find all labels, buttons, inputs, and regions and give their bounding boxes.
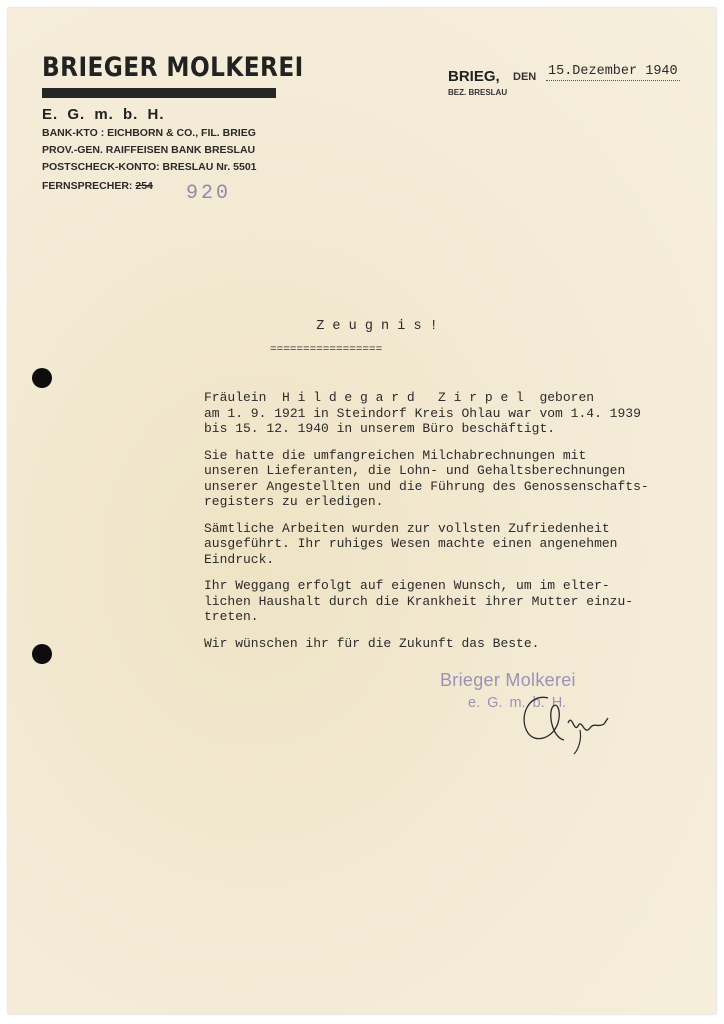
bank-account-line: PROV.-GEN. RAIFFEISEN BANK BRESLAU xyxy=(42,144,256,156)
postscheck-line: POSTSCHECK-KONTO: BRESLAU Nr. 5501 xyxy=(42,161,257,173)
paragraph-assessment: Sämtliche Arbeiten wurden zur vollsten Zufriedenheit ausgeführt. Ihr ruhiges Wesen machte einen angenehmen Eindruck. xyxy=(204,520,618,567)
date-dotted-line xyxy=(546,80,680,81)
district: BEZ. BRESLAU xyxy=(448,88,508,97)
legal-form: E. G. m. b. H. xyxy=(42,106,165,123)
bank-account-line: BANK-KTO : EICHBORN & CO., FIL. BRIEG xyxy=(42,127,256,139)
company-name: BRIEGER MOLKEREI xyxy=(42,52,304,83)
paragraph-departure: Ihr Weggang erfolgt auf eigenen Wunsch, um im elter- lichen Haushalt durch die Krankheit ihrer Mutter einzu- treten. xyxy=(204,578,634,624)
letter-sheet xyxy=(8,8,716,1014)
paragraph-closing: Wir wünschen ihr für die Zukunft das Beste. xyxy=(204,635,540,651)
phone-new-number-stamp: 920 xyxy=(186,182,232,205)
letter-body xyxy=(204,390,710,662)
paragraph-employment: Fräulein H i l d e g a r d Z i r p e l geboren am 1. 9. 1921 in Steindorf Kreis Ohlau war vom 1.4. 1939 bis 15. 12. 1940 in unserem Büro beschäftigt. xyxy=(204,390,641,436)
phone-line xyxy=(42,180,153,192)
handwritten-signature xyxy=(508,678,618,758)
title-underline: ================= xyxy=(270,344,383,356)
punch-hole xyxy=(32,368,52,388)
letter-date: 15.Dezember 1940 xyxy=(548,64,678,79)
paragraph-duties: Sie hatte die umfangreichen Milchabrechnungen mit unseren Lieferanten, die Lohn- und Gehaltsberechnungen unserer Angestellten und die Führung des Genossenschafts- registers zu erledigen. xyxy=(204,447,649,509)
punch-hole xyxy=(32,644,52,664)
letterhead-bar xyxy=(42,88,276,98)
company-stamp-name: Brieger Molkerei xyxy=(440,670,576,690)
phone-label: FERNSPRECHER: xyxy=(42,180,133,192)
phone-old-number: 254 xyxy=(135,180,153,192)
company-stamp-form: e. G. m. b. H. xyxy=(468,695,567,711)
place: BRIEG, xyxy=(448,68,500,85)
document-title: Z e u g n i s ! xyxy=(316,319,438,334)
date-prefix: DEN xyxy=(513,71,537,83)
